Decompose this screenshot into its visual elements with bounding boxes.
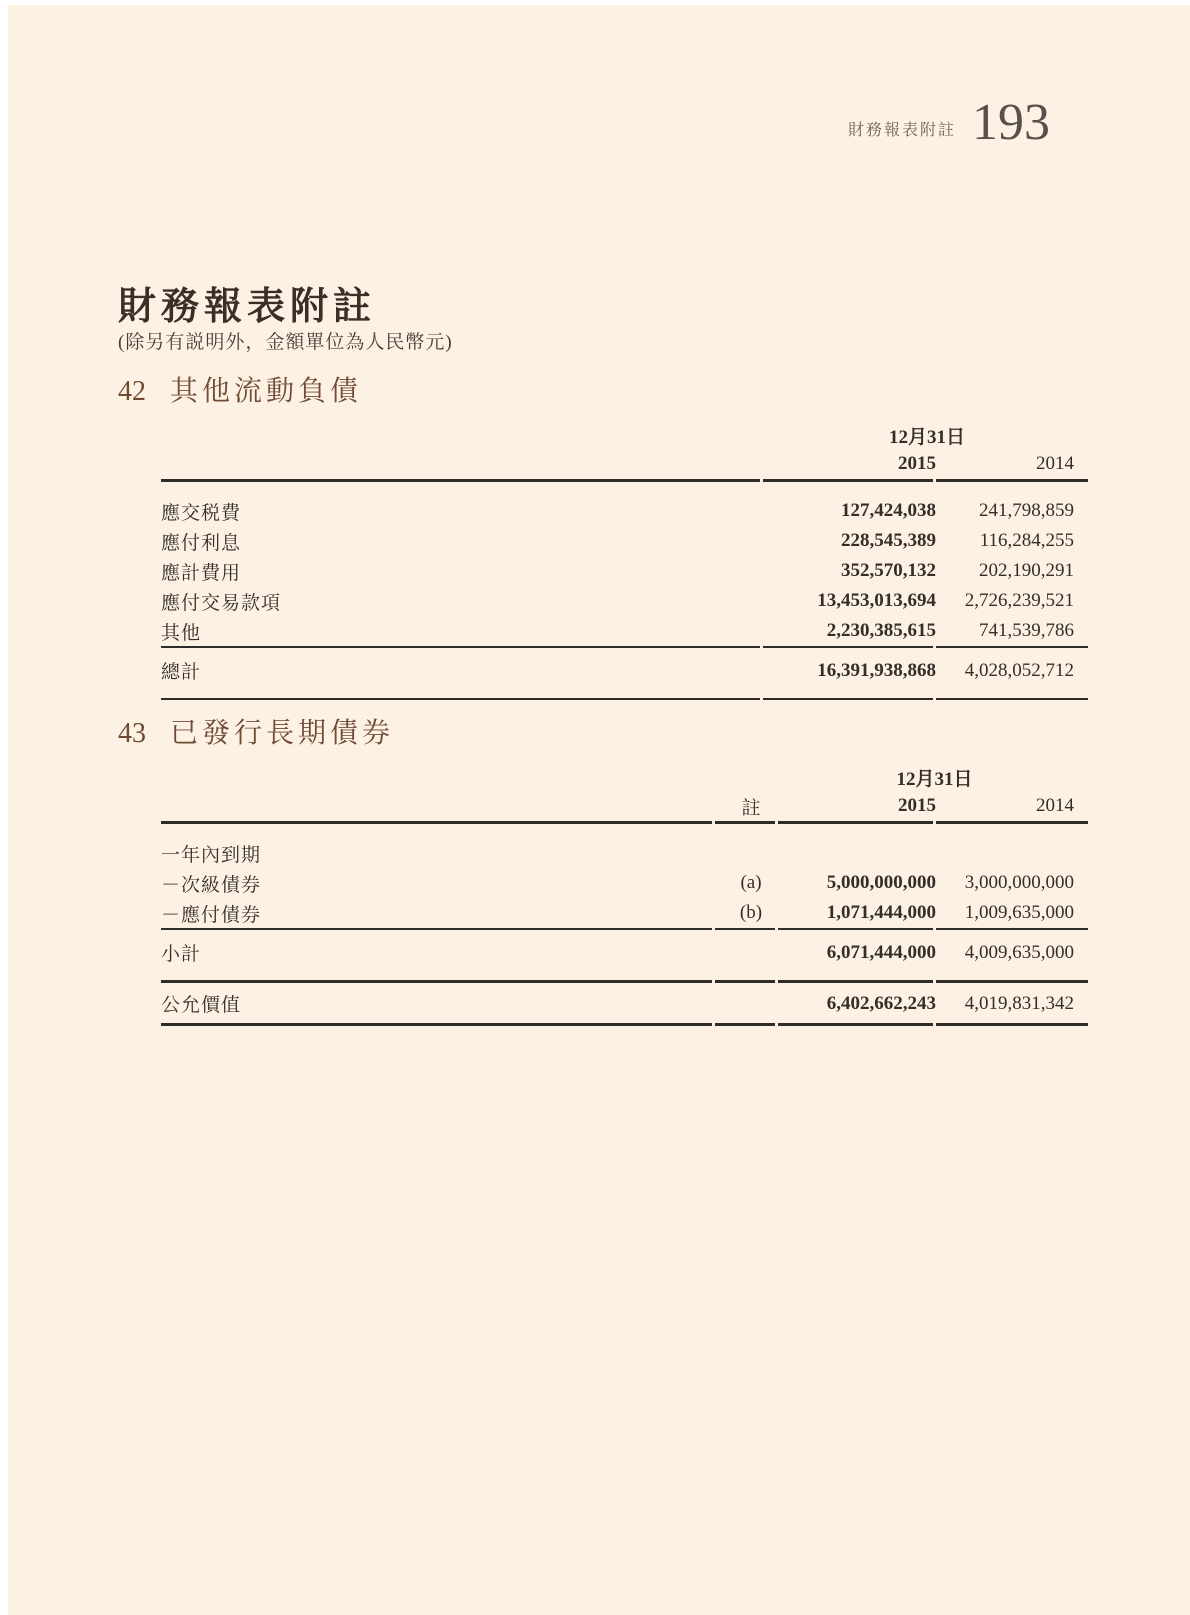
value-2014: 741,539,786 (979, 620, 1074, 641)
table-row (161, 616, 1088, 646)
value-2015: 5,000,000,000 (826, 872, 936, 893)
table-year-header-row (161, 791, 1088, 821)
fair-value-row (161, 989, 1088, 1019)
value-2015: 1,071,444,000 (826, 902, 936, 923)
value-2014: 2,726,239,521 (964, 590, 1074, 611)
table-row (161, 868, 1088, 898)
section-42-heading (118, 369, 362, 409)
column-header-2014: 2014 (1036, 453, 1074, 474)
subtotal-bottom-rule (161, 980, 1088, 983)
table-date-header-row (161, 763, 1088, 791)
subtotal-label: 小計 (161, 944, 202, 965)
fair-value-bottom-rule (161, 1023, 1088, 1026)
note-column-header: 註 (741, 797, 761, 819)
subtotal-rule (161, 928, 1088, 930)
table-date-header-row (161, 421, 1088, 449)
running-head (847, 94, 1050, 151)
subtotal-2015: 6,071,444,000 (826, 941, 936, 963)
section-title: 其他流動負債 (170, 376, 363, 407)
value-2015: 352,570,132 (841, 560, 936, 581)
long-term-bonds-table (161, 763, 1088, 1026)
fair-value-2015: 6,402,662,243 (826, 992, 936, 1014)
table-row (161, 526, 1088, 556)
value-2015: 2,230,385,615 (826, 620, 936, 641)
page-number: 193 (972, 94, 1050, 151)
column-header-2015: 2015 (898, 453, 936, 474)
fair-value-label: 公允價值 (161, 995, 242, 1016)
total-2015: 16,391,938,868 (817, 659, 936, 681)
date-header: 12月31日 (888, 426, 965, 448)
table-year-header-row (161, 449, 1088, 479)
page-title: 財務報表附註 (118, 286, 377, 328)
subtotal-rule (161, 646, 1088, 648)
column-header-2015: 2015 (898, 795, 936, 816)
row-label: 應計費用 (161, 562, 242, 584)
row-label: 應付利息 (161, 532, 242, 554)
total-2014: 4,028,052,712 (964, 659, 1074, 681)
total-row (161, 656, 1088, 686)
row-label: 一年內到期 (161, 844, 262, 866)
header-rule (161, 479, 1088, 482)
table-row (161, 496, 1088, 526)
section-43-heading (118, 711, 394, 751)
table-row (161, 838, 1088, 868)
value-2015: 228,545,389 (841, 530, 936, 551)
row-label: 應付交易款項 (161, 592, 282, 614)
row-note: (a) (740, 872, 762, 893)
value-2014: 1,009,635,000 (964, 902, 1074, 923)
date-header: 12月31日 (896, 768, 973, 790)
value-2014: 241,798,859 (979, 500, 1074, 521)
row-label: －應付債券 (161, 904, 262, 926)
table-row (161, 586, 1088, 616)
value-2014: 202,190,291 (979, 560, 1074, 581)
other-current-liabilities-table (161, 421, 1088, 700)
row-label: 其他 (161, 622, 202, 644)
value-2015: 127,424,038 (841, 500, 936, 521)
section-title: 已發行長期債券 (170, 718, 395, 749)
section-number: 42 (118, 376, 146, 407)
row-note: (b) (739, 902, 763, 923)
value-2014: 3,000,000,000 (964, 872, 1074, 893)
column-header-2014: 2014 (1036, 795, 1074, 816)
value-2014: 116,284,255 (979, 530, 1074, 551)
fair-value-2014: 4,019,831,342 (964, 992, 1074, 1014)
row-label: －次級債券 (161, 874, 262, 896)
total-rule (161, 698, 1088, 700)
report-page (8, 5, 1190, 1615)
table-row (161, 898, 1088, 928)
running-head-label: 財務報表附註 (847, 122, 956, 139)
row-label: 應交税費 (161, 502, 242, 524)
subtotal-2014: 4,009,635,000 (964, 941, 1074, 963)
page-subtitle: (除另有説明外，金額單位為人民幣元) (118, 332, 453, 353)
value-2015: 13,453,013,694 (817, 590, 936, 611)
table-row (161, 556, 1088, 586)
total-label: 總計 (161, 662, 202, 683)
subtotal-row (161, 938, 1088, 968)
header-rule (161, 821, 1088, 824)
section-number: 43 (118, 718, 146, 749)
